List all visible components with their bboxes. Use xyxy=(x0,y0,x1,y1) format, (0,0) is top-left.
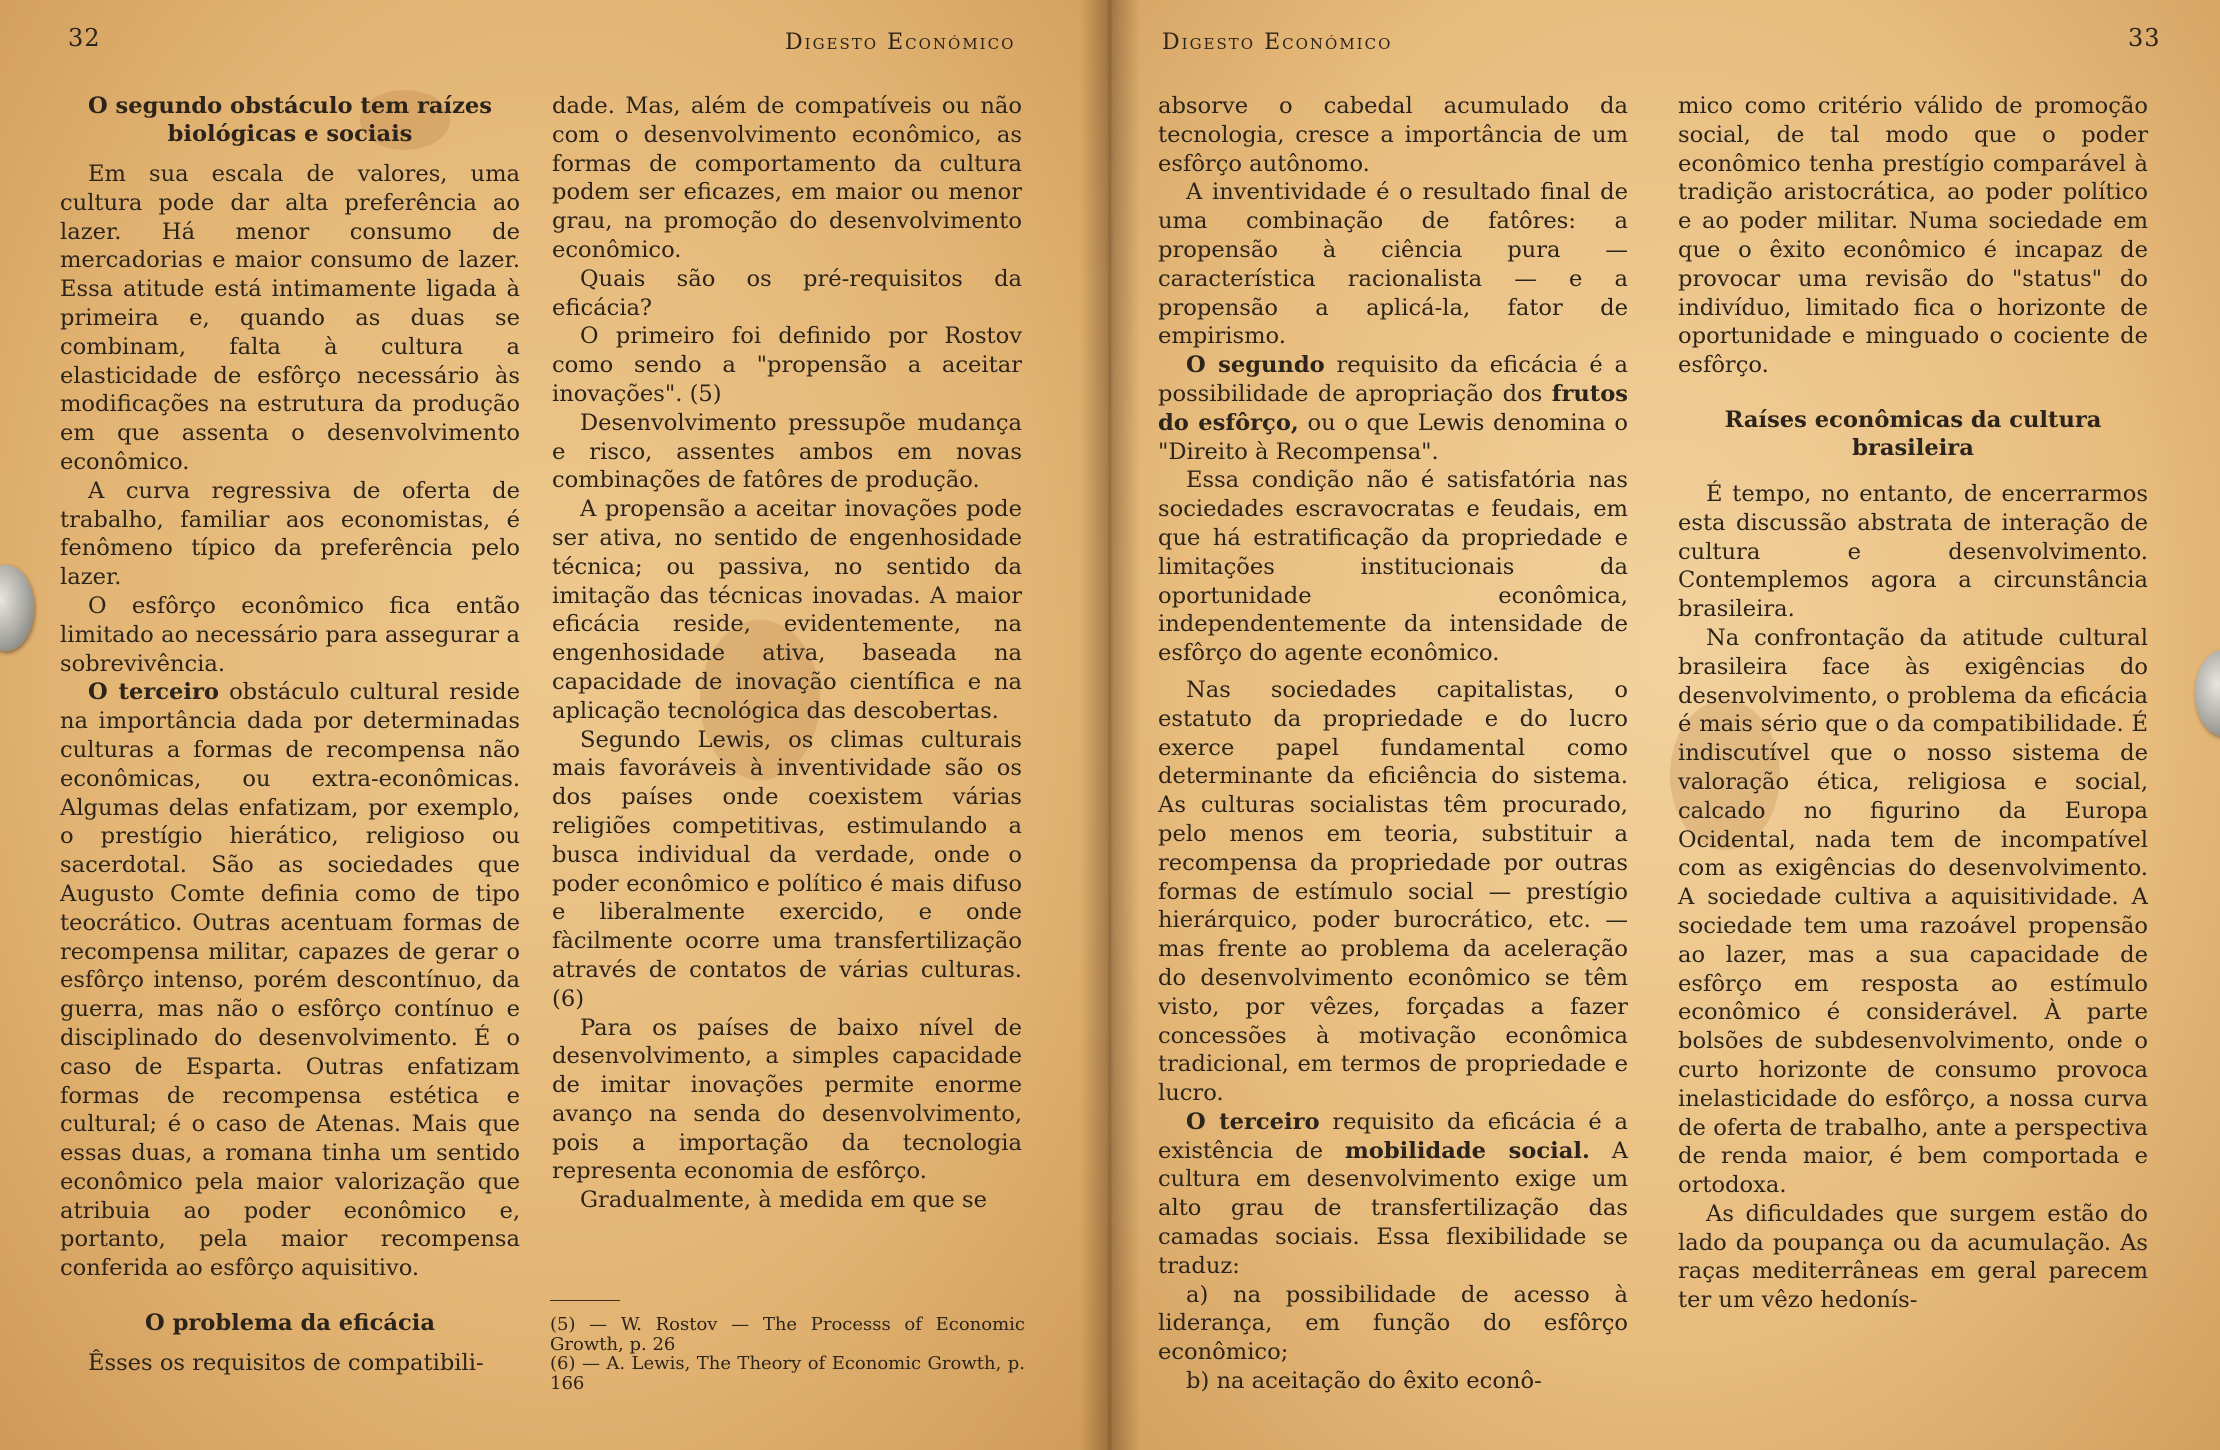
footnote: (5) — W. Rostov — The Processs of Economic Growth, p. 26 xyxy=(550,1314,1025,1355)
paragraph: Na confrontação da atitude cultural brasileira face às exigências do desenvolvimento, o problema da eficácia é mais sério que o da compatibilidade. É indiscutível que o nosso sistema de valoração ética, religiosa e social, calcado no figurino da Europa Ocidental, nada tem de incompatível com as exigências do desenvolvimento. A sociedade cultiva a aquisitividade. A sociedade tem uma razoável propensão ao lazer, mas a sua capacidade de esfôrço em resposta ao estímulo econômico é considerável. À parte bolsões de subdesenvolvimento, onde o curto horizonte de consumo provoca inelasticidade do esfôrço, a nossa curva de oferta de trabalho, ante a perspectiva de renda maior, é bem comportada e ortodoxa. xyxy=(1678,624,2148,1199)
paragraph: Essa condição não é satisfatória nas sociedades escravocratas e feudais, em que há estratificação da propriedade e limitações institucionais da oportunidade econômica, independentemente da intensidade de esfôrço do agente econômico. xyxy=(1158,467,1628,667)
right-column-2 xyxy=(1678,92,2148,1315)
bold-term: O terceiro xyxy=(1186,1108,1320,1135)
left-column-1 xyxy=(60,92,520,1378)
section-heading: Raíses econômicas da cultura brasileira xyxy=(1724,406,2102,461)
paragraph: Quais são os pré-requisitos da eficácia? xyxy=(552,265,1022,321)
paragraph: A inventividade é o resultado final de uma combinação de fatôres: a propensão à ciência pura — característica racionalista — e a propensão a aplicá-la, fator de empirismo. xyxy=(1158,179,1628,350)
paragraph: a) na possibilidade de acesso à liderança, em função do esfôrço econômico; xyxy=(1158,1281,1628,1366)
paragraph: A curva regressiva de oferta de trabalho, familiar aos economistas, é fenômeno típico da preferência pelo lazer. xyxy=(60,477,520,591)
page-number: 33 xyxy=(2128,24,2161,52)
paragraph: O esfôrço econômico fica então limitado ao necessário para assegurar a sobrevivência. xyxy=(60,592,520,677)
bold-term: mobilidade social. xyxy=(1344,1137,1590,1164)
paragraph: Em sua escala de valores, uma cultura pode dar alta preferência ao lazer. Há menor consumo de mercadorias e maior consumo de lazer. Essa atitude está intimamente ligada à primeira e, quando as duas se combinam, falta à cultura a elasticidade de esfôrço necessário às modificações na estrutura da produção em que assenta o desenvolvimento econômico. xyxy=(60,161,520,475)
footnote: (6) — A. Lewis, The Theory of Economic Growth, p. 166 xyxy=(550,1353,1025,1394)
footnote-rule xyxy=(550,1300,620,1301)
right-column-1 xyxy=(1158,92,1628,1396)
paragraph: dade. Mas, além de compatíveis ou não com o desenvolvimento econômico, as formas de comportamento da cultura podem ser eficazes, em maior ou menor grau, na promoção do desenvolvimento econômico. xyxy=(552,93,1022,263)
paragraph: A propensão a aceitar inovações pode ser ativa, no sentido de engenhosidade técnica; ou passiva, no sentido da imitação das técnicas inovadas. A maior eficácia reside, evidentemente, na engenhosidade ativa, baseada na capacidade de inovação científica e na aplicação tecnológica das descobertas. xyxy=(552,496,1022,724)
staple-clip xyxy=(2195,650,2220,736)
bold-term: O segundo xyxy=(1186,352,1325,379)
paragraph: mico como critério válido de promoção social, de tal modo que o poder econômico tenha prestígio comparável à tradição aristocrática, ao poder político e ao poder militar. Numa sociedade em que o êxito econômico é incapaz de provocar uma revisão do "status" do indivíduo, limitado fica o horizonte de oportunidade e minguado o cociente de esfôrço. xyxy=(1678,93,2148,379)
paragraph-text: requisito da eficácia é a existência de xyxy=(1158,1108,1629,1164)
paragraph: Êsses os requisitos de compatibili- xyxy=(88,1350,484,1377)
paragraph-text: requisito da eficácia é a possibilidade de apropriação dos xyxy=(1158,352,1628,407)
section-heading: O segundo obstáculo tem raízes biológicas e sociais xyxy=(87,93,493,147)
paragraph xyxy=(1158,1108,1628,1281)
paragraph-text: A cultura em desenvolvimento exige um alto grau de transfertilização das camadas sociais. Essa flexibilidade se traduz: xyxy=(1158,1137,1629,1279)
paragraph: Para os países de baixo nível de desenvolvimento, a simples capacidade de imitar inovações permite enorme avanço na senda do desenvolvimento, pois a importação da tecnologia representa economia de esfôrço. xyxy=(552,1014,1022,1185)
paragraph-text: ou o que Lewis denomina o "Direito à Recompensa". xyxy=(1158,409,1628,465)
paragraph xyxy=(60,678,520,1283)
paragraph-text: obstáculo cultural reside na importância dada por determinadas culturas a formas de recompensa não econômicas, ou extra-econômicas. Algumas delas enfatizam, por exemplo, o prestígio hierático, religioso ou sacerdotal. São as sociedades que Augusto Comte definia como de tipo teocrático. Outras acentuam formas de recompensa militar, capazes de gerar o esfôrço intenso, porém descontínuo, da guerra, mas não o esfôrço contínuo e disciplinado do desenvolvimento. É o caso de Esparta. Outras enfatizam formas de recompensa estética e cultural; é o caso de Atenas. Mais que essas duas, a romana tinha um sentido econômico pela maior valorização que atribuia ao poder econômico e, portanto, pela maior recompensa conferida ao esfôrço aquisitivo. xyxy=(60,679,520,1282)
left-column-2 xyxy=(552,92,1022,1215)
paragraph: O primeiro foi definido por Rostov como sendo a "propensão a aceitar inovações". (5) xyxy=(552,323,1022,407)
right-page xyxy=(1110,0,2220,1450)
paragraph: Nas sociedades capitalistas, o estatuto da propriedade e do lucro exerce papel fundamental como determinante da eficiência do sistema. As culturas socialistas têm procurado, pelo menos em teoria, substituir a recompensa da propriedade por outras formas de estímulo social — prestígio hierárquico, poder burocrático, etc. — mas frente ao problema da aceleração do desenvolvimento econômico se têm visto, por vêzes, forçadas a fazer concessões à motivação econômica tradicional, em termos de propriedade e lucro. xyxy=(1158,676,1628,1107)
section-heading: O problema da eficácia xyxy=(145,1310,435,1337)
running-head: Digesto Económico xyxy=(1162,30,1393,55)
paragraph: As dificuldades que surgem estão do lado da poupança ou da acumulação. As raças mediterrâneas em geral parecem ter um vêzo hedonís- xyxy=(1678,1200,2148,1314)
bold-term: frutos do esfôrço, xyxy=(1158,380,1628,436)
paragraph: absorve o cabedal acumulado da tecnologia, cresce a importância de um esfôrço autônomo. xyxy=(1158,93,1628,177)
staple-clip xyxy=(0,565,34,651)
bold-term: O terceiro xyxy=(88,679,219,706)
paragraph: Gradualmente, à medida em que se xyxy=(580,1187,987,1214)
paragraph: Segundo Lewis, os climas culturais mais favoráveis à inventividade são os dos países onde coexistem várias religiões competitivas, estimulando a busca individual da verdade, onde o poder econômico e político é mais difuso e liberalmente exercido, e onde fàcilmente ocorre uma transfertilização através de contatos de várias culturas. (6) xyxy=(552,726,1022,1012)
paragraph: Desenvolvimento pressupõe mudança e risco, assentes ambos em novas combinações de fatôres de produção. xyxy=(552,409,1022,494)
footnotes xyxy=(550,1300,1025,1393)
paragraph: É tempo, no entanto, de encerrarmos esta discussão abstrata de interação de cultura e desenvolvimento. Contemplemos agora a circunstância brasileira. xyxy=(1678,480,2148,623)
page-number: 32 xyxy=(68,24,101,52)
running-head: Digesto Económico xyxy=(785,30,1016,55)
paragraph: b) na aceitação do êxito econô- xyxy=(1186,1368,1542,1395)
paragraph xyxy=(1158,351,1628,466)
